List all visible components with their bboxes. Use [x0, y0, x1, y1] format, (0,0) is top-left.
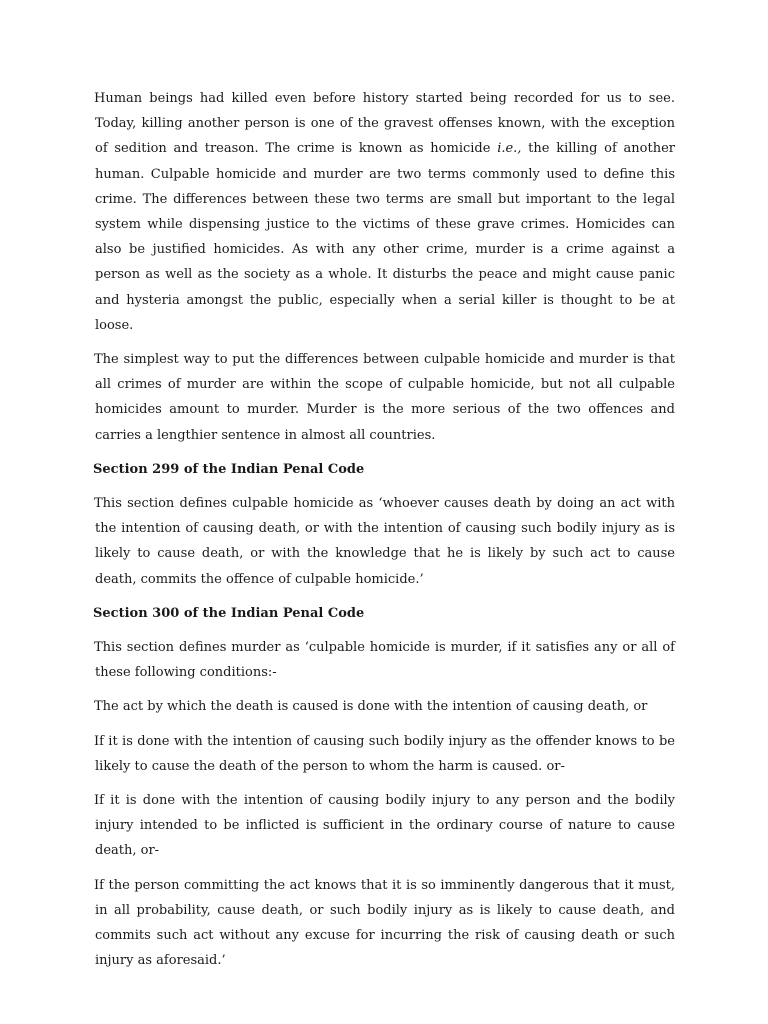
heading-section-299: Section 299 of the Indian Penal Code [93, 461, 365, 477]
paragraph-condition-2: If it is done with the intention of causing such bodily injury as the offender knows to be likely to cause the death of the person to whom the harm is caused. or- [94, 733, 675, 774]
paragraph-intro [93, 86, 675, 338]
paragraph-intro-abbrev: i.e., [497, 141, 522, 157]
heading-section-300: Section 300 of the Indian Penal Code [93, 605, 365, 621]
paragraph-intro-part-2: the killing of another human. Culpable homicide and murder are two terms commonly used to define this crime. The differences between these two terms are small but important to the legal system while dispensing justice to the victims of these grave crimes. Homicides can also be justified homicides. As with any other crime, murder is a crime against a person as well as the society as a whole. It disturbs the peace and might cause panic and hysteria amongst the public, especially when a serial killer is thought to be at loose. [95, 141, 675, 333]
paragraph-section-300: This section defines murder as ‘culpable homicide is murder, if it satisfies any or all of these following conditions:- [94, 640, 675, 681]
paragraph-condition-3: If it is done with the intention of causing bodily injury to any person and the bodily injury intended to be inflicted is sufficient in the ordinary course of nature to cause death, or- [94, 793, 675, 859]
paragraph-condition-4: If the person committing the act knows that it is so imminently dangerous that it must, in all probability, cause death, or such bodily injury as is likely to cause death, and commits such act without any excuse for incurring the risk of causing death or such injury as aforesaid.’ [94, 877, 675, 969]
paragraph-difference: The simplest way to put the differences between culpable homicide and murder is that all crimes of murder are within the scope of culpable homicide, but not all culpable homicides amount to murder. Murder is the more serious of the two offences and carries a lengthier sentence in almost all countries. [94, 352, 675, 443]
paragraph-intro-part-1: Human beings had killed even before history started being recorded for us to see. Today, killing another person is one of the gravest offenses known, with the exception of sedition and treason. The crime is known as homicide [94, 91, 675, 157]
paragraph-section-299: This section defines culpable homicide as ‘whoever causes death by doing an act with the intention of causing death, or with the intention of causing such bodily injury as is likely to cause death, or with the knowledge that he is likely by such act to cause death, commits the offence of culpable homicide.’ [94, 496, 675, 587]
paragraph-condition-1: The act by which the death is caused is done with the intention of causing death, or [94, 699, 648, 715]
